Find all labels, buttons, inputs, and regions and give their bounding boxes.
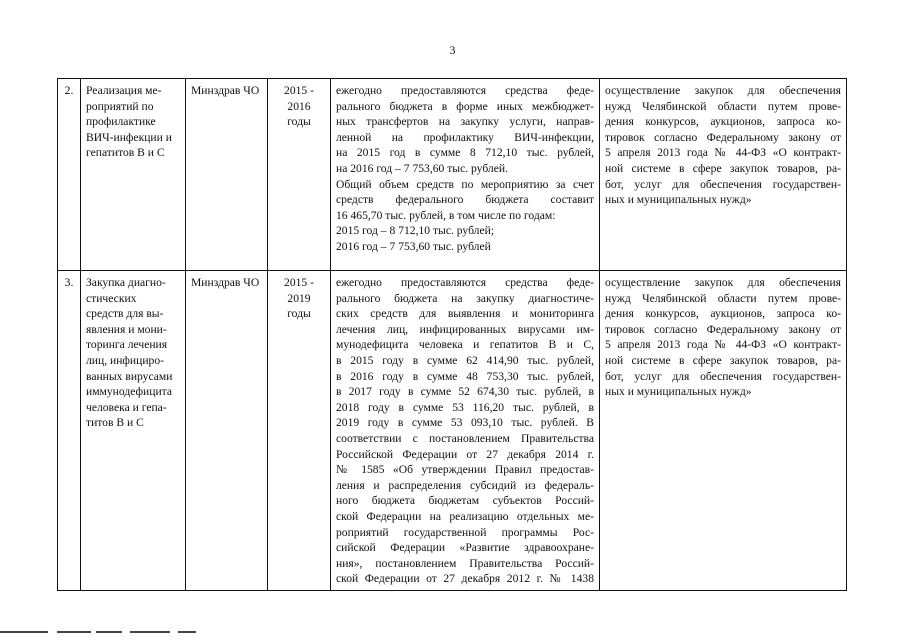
- event-line: ВИЧ-инфекции и: [86, 130, 172, 144]
- measures-line: дения конкурсов, аукционов, запроса ко-: [605, 115, 841, 129]
- funding-line: ежегодно предоставляются средства феде-: [336, 84, 594, 97]
- funding-line: сийской Федерации «Развитие здравоохране-: [336, 541, 594, 555]
- executor-cell: Минздрав ЧО: [186, 79, 268, 271]
- funding-line: Российской Федерации от 27 декабря 2014 г.: [336, 447, 594, 461]
- funding-line: ежегодно предоставляются средства феде-: [336, 276, 594, 289]
- funding-line: средств федерального бюджета составит: [336, 193, 594, 207]
- funding-line: ской Федерации на реализацию отдельных ме-: [336, 509, 594, 523]
- funding-line: лечения лиц, инфицированных вирусами им-: [336, 322, 594, 336]
- funding-line: ленной на профилактику ВИЧ-инфекции,: [336, 130, 594, 144]
- period-cell: [268, 271, 331, 591]
- measures-line: дения конкурсов, аукционов, запроса ко-: [605, 307, 841, 321]
- funding-line: на 2016 год – 7 753,60 тыс. рублей.: [336, 161, 508, 175]
- measures-line: бот, услуг для обеспечения государствен-: [605, 177, 841, 191]
- period-line: годы: [287, 307, 311, 321]
- event-line: Закупка диагно-: [86, 276, 166, 289]
- footer-rule: [57, 631, 91, 633]
- executor-cell: Минздрав ЧО: [186, 271, 268, 591]
- funding-line: ской Федерации от 27 декабря 2012 г. № 1438: [336, 572, 594, 586]
- measures-line: бот, услуг для обеспечения государствен-: [605, 369, 841, 383]
- event-name-cell: [81, 79, 186, 271]
- measures-line: тировок согласно Федеральному закону от: [605, 322, 841, 336]
- funding-line: ния», постановлением Правительства Россий-: [336, 556, 594, 570]
- measures-line: осуществление закупок для обеспечения: [605, 276, 841, 289]
- period-line: 2016: [287, 99, 311, 113]
- funding-cell: [331, 271, 600, 591]
- funding-line: в 2015 году в сумме 62 414,90 тыс. рублей,: [336, 353, 594, 367]
- measures-table: [57, 78, 847, 591]
- event-line: торинга лечения: [86, 338, 168, 352]
- event-line: гепатитов В и С: [86, 146, 165, 160]
- measures-line: 5 апреля 2013 года № 44-ФЗ «О контракт-: [605, 146, 841, 160]
- funding-line: ных трансфертов на закупку услуги, направ-: [336, 115, 594, 129]
- measures-line: осуществление закупок для обеспечения: [605, 84, 841, 97]
- funding-line: 2018 году в сумме 53 116,20 тыс. рублей, в: [336, 400, 594, 414]
- funding-cell: [331, 79, 600, 271]
- measures-cell: [600, 79, 847, 271]
- event-name-cell: [81, 271, 186, 591]
- measures-line: тировок согласно Федеральному закону от: [605, 130, 841, 144]
- measures-line: нужд Челябинской области путем прове-: [605, 291, 841, 305]
- measures-line: нужд Челябинской области путем прове-: [605, 99, 841, 113]
- event-line: титов В и С: [86, 416, 144, 430]
- footer-rule: [178, 631, 196, 633]
- funding-line: ного бюджета бюджетам субъектов Россий-: [336, 494, 594, 508]
- funding-line: ских средств для выявления и мониторинга: [336, 307, 594, 321]
- measures-line: 5 апреля 2013 года № 44-ФЗ «О контракт-: [605, 338, 841, 352]
- funding-line: в 2016 году в сумме 48 753,30 тыс. рублей,: [336, 369, 594, 383]
- footer-rule: [96, 631, 122, 633]
- funding-line: 2016 год – 7 753,60 тыс. рублей: [336, 239, 491, 253]
- funding-line: на 2015 год в сумме 8 712,10 тыс. рублей,: [336, 146, 594, 160]
- period-line: 2015 -: [284, 84, 314, 97]
- period-cell: [268, 79, 331, 271]
- funding-line: Общий объем средств по мероприятию за счет: [336, 177, 594, 191]
- measures-line: ной системе в сфере закупок товаров, ра-: [605, 353, 841, 367]
- measures-cell: [600, 271, 847, 591]
- table-row: [58, 79, 847, 271]
- funding-line: соответствии с постановлением Правительства: [336, 431, 594, 445]
- period-line: 2019: [287, 291, 311, 305]
- page-number: 3: [449, 43, 456, 57]
- event-line: иммунодефицита: [86, 385, 173, 399]
- event-line: лиц, инфициро-: [86, 353, 164, 367]
- event-line: ванных вирусами: [86, 369, 173, 383]
- funding-line: 2019 году в сумме 53 093,10 тыс. рублей. В: [336, 416, 594, 430]
- funding-line: рального бюджета на закупку диагностиче-: [336, 291, 594, 305]
- row-number-cell: 3.: [58, 271, 81, 591]
- funding-line: ления и распределения субсидий из федераль-: [336, 478, 594, 492]
- table-row: [58, 271, 847, 591]
- event-line: роприятий по: [86, 99, 154, 113]
- footer-rule: [130, 631, 170, 633]
- measures-line: ных и муниципальных нужд»: [605, 193, 752, 207]
- funding-line: роприятий государственной программы Рос-: [336, 525, 594, 539]
- funding-line: № 1585 «Об утверждении Правил предостав-: [336, 463, 594, 477]
- event-line: Реализация ме-: [86, 84, 162, 97]
- funding-line: 16 465,70 тыс. рублей, в том числе по годам:: [336, 208, 556, 222]
- period-line: 2015 -: [284, 276, 314, 289]
- funding-line: рального бюджета в форме иных межбюджет-: [336, 99, 594, 113]
- measures-line: ных и муниципальных нужд»: [605, 385, 752, 399]
- event-line: профилактике: [86, 115, 156, 129]
- funding-line: мунодефицита человека и гепатитов В и С,: [336, 338, 594, 352]
- event-line: человека и гепа-: [86, 400, 167, 414]
- footer-rule: [0, 631, 48, 633]
- funding-line: 2015 год – 8 712,10 тыс. рублей;: [336, 224, 495, 238]
- funding-line: в 2017 году в сумме 52 674,30 тыс. рублей, в: [336, 385, 594, 399]
- measures-line: ной системе в сфере закупок товаров, ра-: [605, 161, 841, 175]
- row-number-cell: 2.: [58, 79, 81, 271]
- event-line: средств для вы-: [86, 307, 164, 321]
- event-line: стических: [86, 291, 137, 305]
- period-line: годы: [287, 115, 311, 129]
- event-line: явления и мони-: [86, 322, 167, 336]
